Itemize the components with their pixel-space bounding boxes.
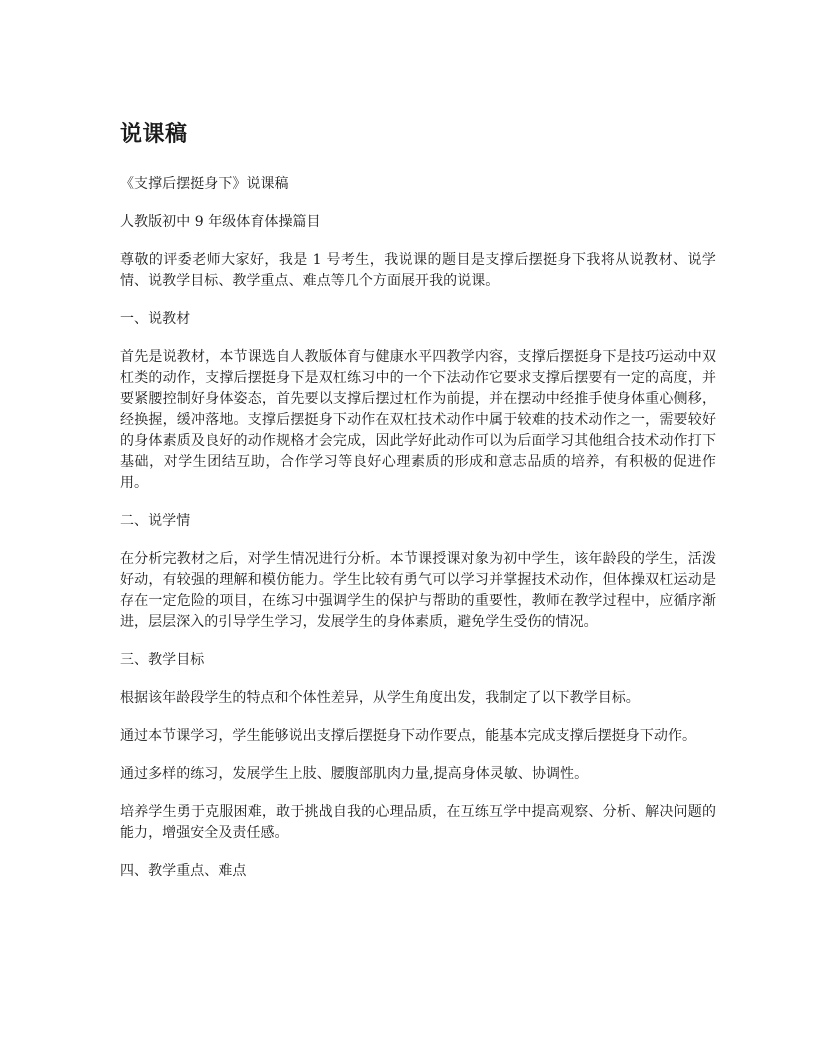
goal-paragraph-1: 通过本节课学习，学生能够说出支撑后摆挺身下动作要点，能基本完成支撑后摆挺身下动作。	[120, 728, 697, 744]
section-heading-students: 二、说学情	[120, 513, 191, 529]
goal-paragraph-3: 培养学生勇于克服困难，敢于挑战自我的心理品质，在互练互学中提高观察、分析、解决问题的能力，增强安全及责任感。	[120, 804, 716, 841]
document-subtitle: 《支撑后摆挺身下》说课稿	[120, 176, 289, 192]
document-body	[120, 174, 716, 899]
document-source: 人教版初中 9 年级体育体操篇目	[120, 214, 321, 230]
section-body-textbook: 首先是说教材，本节课选自人教版体育与健康水平四教学内容，支撑后摆挺身下是技巧运动中双杠类的动作，支撑后摆挺身下是双杠练习中的一个下法动作它要求支撑后摆要有一定的高度，并要紧腰控制好身体姿态，首先要以支撑后摆过杠作为前提，并在摆动中经推手使身体重心侧移，经换握，缓冲落地。支撑后摆挺身下动作在双杠技术动作中属于较难的技术动作之一，需要较好的身体素质及良好的动作规格才会完成，因此学好此动作可以为后面学习其他组合技术动作打下基础，对学生团结互助，合作学习等良好心理素质的形成和意志品质的培养，有积极的促进作用。	[120, 349, 716, 491]
section-heading-goals: 三、教学目标	[120, 652, 205, 668]
section-body-students: 在分析完教材之后，对学生情况进行分析。本节课授课对象为初中学生，该年龄段的学生，活泼好动，有较强的理解和模仿能力。学生比较有勇气可以学习并掌握技术动作，但体操双杠运动是存在一定危险的项目，在练习中强调学生的保护与帮助的重要性，教师在教学过程中，应循序渐进，层层深入的引导学生学习，发展学生的身体素质，避免学生受伤的情况。	[120, 551, 716, 630]
section-heading-textbook: 一、说教材	[120, 311, 191, 327]
document-title: 说课稿	[120, 122, 188, 147]
section-heading-key-points: 四、教学重点、难点	[120, 863, 247, 879]
goal-paragraph-2: 通过多样的练习，发展学生上肢、腰腹部肌肉力量,提高身体灵敏、协调性。	[120, 766, 589, 782]
intro-paragraph: 尊敬的评委老师大家好，我是 1 号考生，我说课的题目是支撑后摆挺身下我将从说教材、说学情、说教学目标、教学重点、难点等几个方面展开我的说课。	[120, 252, 716, 289]
goals-lead-paragraph: 根据该年龄段学生的特点和个体性差异，从学生角度出发，我制定了以下教学目标。	[120, 690, 640, 706]
